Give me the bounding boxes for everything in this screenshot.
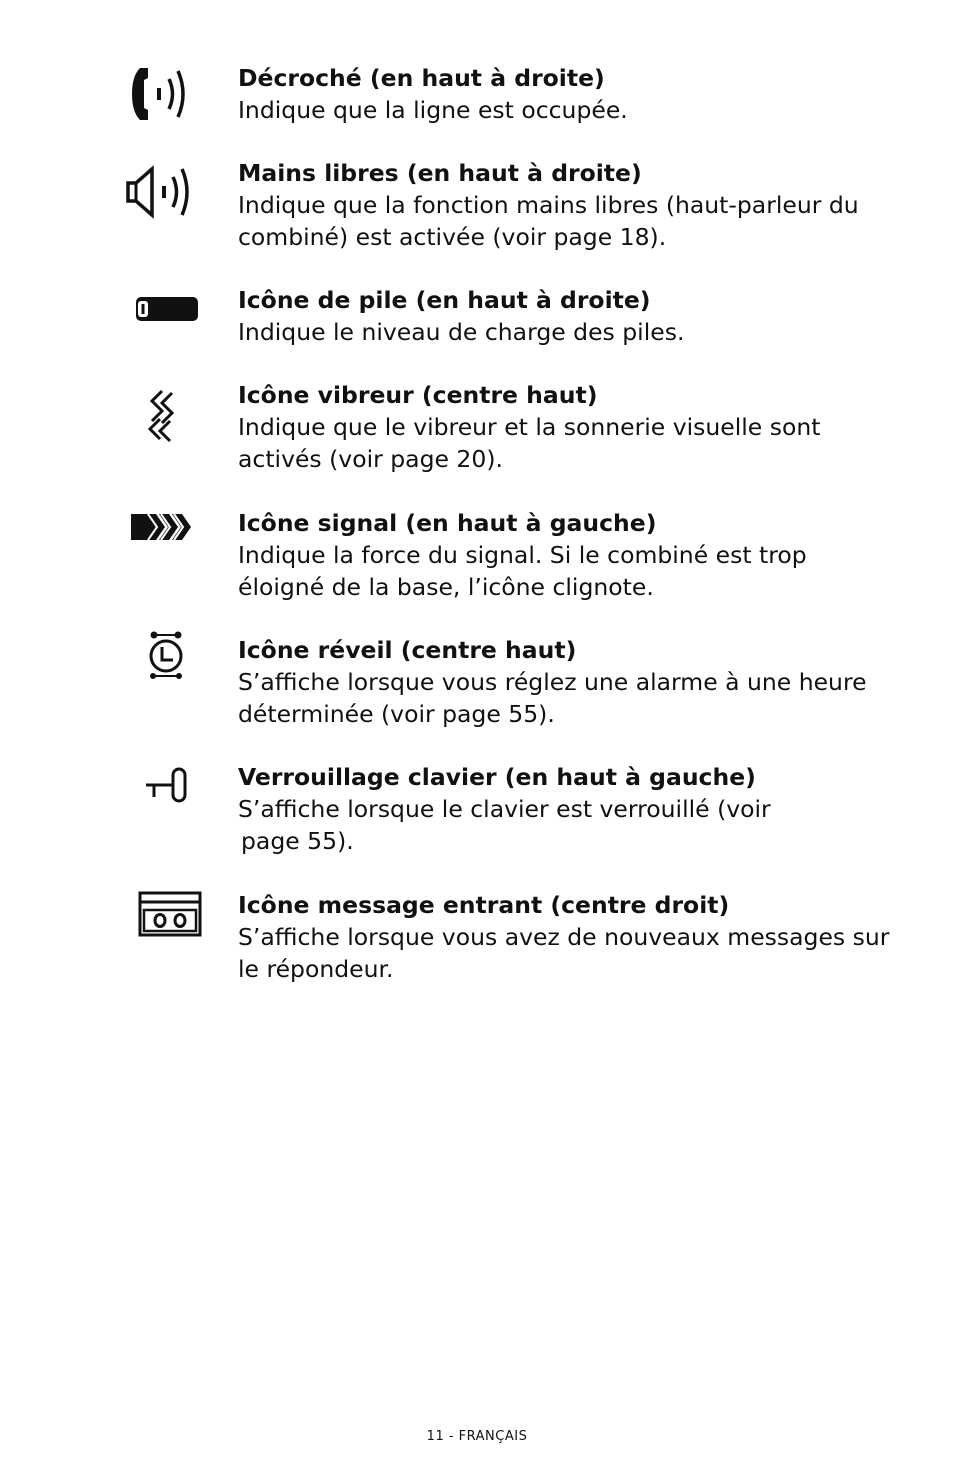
entry-title: Icône signal (en haut à gauche)	[238, 509, 657, 537]
entry-description	[238, 793, 898, 857]
description-line: activés (voir page 20).	[238, 445, 503, 473]
entry-title: Mains libres (en haut à droite)	[238, 159, 642, 187]
speakerphone-icon	[122, 159, 206, 223]
description-line: S’affiche lorsque vous réglez une alarme à une heure	[238, 668, 867, 696]
entry-text	[238, 62, 898, 126]
entry-description	[238, 411, 898, 475]
description-line: page 55).	[241, 827, 354, 855]
description-line: S’affiche lorsque le clavier est verrouillé (voir	[238, 795, 771, 823]
entry-title: Icône réveil (centre haut)	[238, 636, 577, 664]
entry-description	[238, 94, 898, 126]
signal-strength-icon	[122, 495, 206, 559]
entry-text	[238, 889, 898, 985]
description-line: Indique la force du signal. Si le combiné est trop	[238, 541, 807, 569]
entry-text	[238, 634, 898, 730]
entry-description	[238, 189, 898, 253]
description-line: S’affiche lorsque vous avez de nouveaux messages sur	[238, 923, 890, 951]
entry-text	[238, 157, 898, 253]
vibrate-icon	[122, 387, 206, 451]
description-line: Indique que la ligne est occupée.	[238, 96, 628, 124]
phone-off-hook-icon	[122, 62, 206, 126]
description-line: déterminée (voir page 55).	[238, 700, 555, 728]
description-line: Indique que le vibreur et la sonnerie visuelle sont	[238, 413, 821, 441]
description-line: éloigné de la base, l’icône clignote.	[238, 573, 654, 601]
entry-text	[238, 507, 898, 603]
entry-title: Icône de pile (en haut à droite)	[238, 286, 651, 314]
battery-icon	[122, 276, 206, 340]
entry-description	[238, 666, 898, 730]
entry-description	[238, 316, 898, 348]
entry-text	[238, 379, 898, 475]
entry-text	[238, 761, 898, 857]
entry-description	[238, 539, 898, 603]
description-line: combiné) est activée (voir page 18).	[238, 223, 667, 251]
description-line: le répondeur.	[238, 955, 394, 983]
key-lock-icon	[122, 755, 206, 819]
message-tape-icon	[122, 885, 206, 949]
description-line: Indique le niveau de charge des piles.	[238, 318, 685, 346]
entry-title: Icône vibreur (centre haut)	[238, 381, 598, 409]
description-line: Indique que la fonction mains libres (haut-parleur du	[238, 191, 859, 219]
entry-description	[238, 921, 898, 985]
entry-text	[238, 284, 898, 348]
entry-title: Décroché (en haut à droite)	[238, 64, 605, 92]
alarm-clock-icon	[122, 626, 206, 690]
entry-title: Verrouillage clavier (en haut à gauche)	[238, 763, 756, 791]
page-footer: 11 - FRANÇAIS	[426, 1429, 528, 1444]
entry-title: Icône message entrant (centre droit)	[238, 891, 730, 919]
